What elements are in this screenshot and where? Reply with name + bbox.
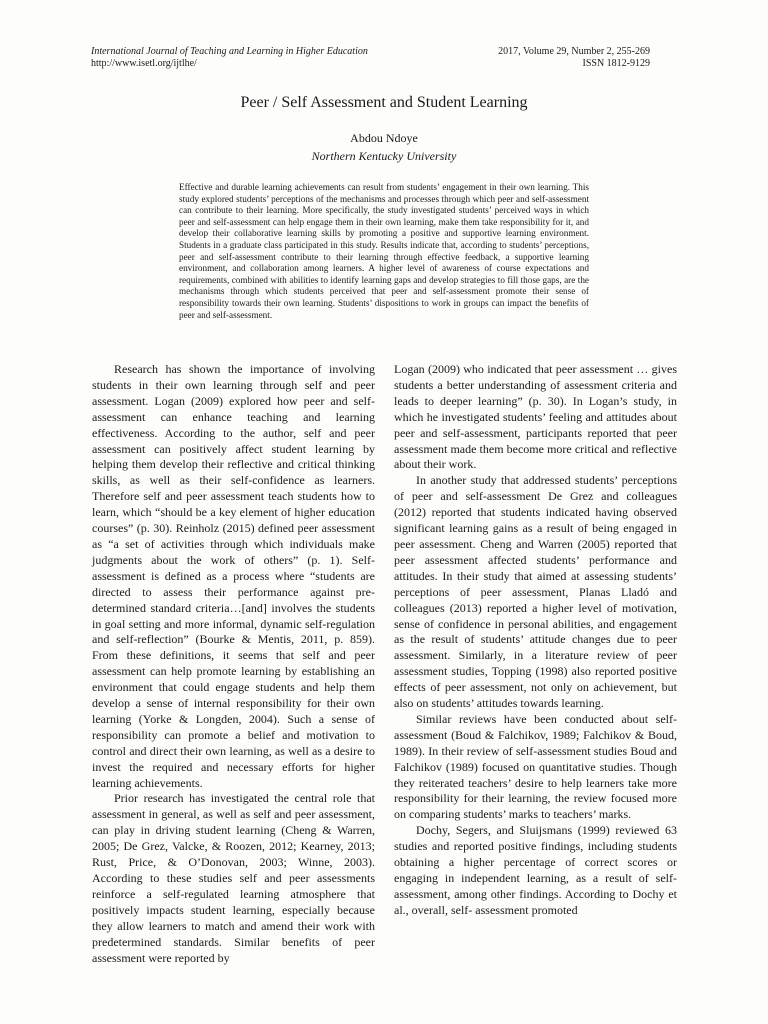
running-header-left (91, 46, 368, 70)
paragraph: Dochy, Segers, and Sluijsmans (1999) reviewed 63 studies and reported positive findings, including students obtaining a higher percentage of correct scores or engaging in independent learning, as a result of self-assessment, among other findings. According to Dochy et al., overall, self- assessment promoted (394, 823, 677, 917)
abstract: Effective and durable learning achievements can result from students’ engagement in their own learning. This study explored students’ perceptions of the mechanisms and processes through which peer and self-assessment can contribute to their learning. More specifically, the study investigated students’ perceived ways in which peer and self-assessment can help engage them in their own learning, make them take responsibility for it, and develop their collaborative learning skills by promoting a positive and supportive learning environment. Students in a graduate class participated in this study. Results indicate that, according to students’ perceptions, peer and self-assessment contribute to their learning through effective feedback, a supportive learning environment, and collaboration among learners. A higher level of awareness of course expectations and requirements, combined with abilities to identify learning gaps and develop strategies to fill those gaps, are the mechanisms through which students perceived that peer and self-assessment promote their sense of responsibility towards their own learning. Students’ dispositions to work in groups can impact the benefits of peer and self-assessment. (179, 182, 589, 320)
paragraph: Prior research has investigated the central role that assessment in general, as well as self and peer assessment, can play in driving student learning (Cheng & Warren, 2005; De Grez, Valcke, & Roozen, 2012; Kearney, 2013; Rust, Price, & O’Donovan, 2003; Winne, 2003). According to these studies self and peer assessments reinforce a self-regulated learning atmosphere that positively impacts student learning, especially because they allow learners to match and amend their work with predetermined standards. Similar benefits of peer assessment were reported by (92, 791, 375, 965)
volume-info: 2017, Volume 29, Number 2, 255-269 (498, 46, 650, 57)
body-column-right (394, 362, 677, 919)
paragraph: Logan (2009) who indicated that peer assessment … gives students a better understanding of assessment criteria and leads to deeper learning” (p. 30). In Logan’s study, in which he investigated students’ feeling and attitudes about peer and self-assessment, participants reported that peer assessment made them become more critical and reflective about their work. (394, 362, 677, 472)
paragraph: Research has shown the importance of involving students in their own learning through self and peer assessment. Logan (2009) explored how peer and self-assessment can enhance teaching and learning effectiveness. According to the author, self and peer assessment can positively affect student learning by helping them develop their reflective and critical thinking skills, as well as their self-confidence as learners. Therefore self and peer assessment teach students how to learn, which “should be a key element of higher education courses” (p. 30). Reinholz (2015) defined peer assessment as “a set of activities through which individuals make judgments about the work of others” (p. 1). Self-assessment is defined as a process where “students are directed to assess their performance against pre-determined standard criteria…[and] involves the students in goal setting and more informal, dynamic self-regulation and self-reflection” (Bourke & Mentis, 2011, p. 859). From these definitions, it seems that self and peer assessment can help promote learning by establishing an environment that could engage students and help them develop a sense of internal responsibility for their own learning (Yorke & Longden, 2004). Such a sense of responsibility can promote a belief and motivation to control and direct their own learning, as well as a desire to invest the required and necessary efforts for higher learning achievements. (92, 362, 375, 790)
body-column-left (92, 362, 375, 966)
running-header-right (498, 46, 650, 70)
journal-name: International Journal of Teaching and Learning in Higher Education (91, 46, 368, 57)
author-name: Abdou Ndoye (350, 131, 418, 145)
paragraph: In another study that addressed students’ perceptions of peer and self-assessment De Grez and colleagues (2012) reported that students indicated having observed significant learning gains as a result of being engaged in peer assessment. Cheng and Warren (2005) reported that peer assessment affected students’ performance and attitudes. In their study that aimed at assessing students’ perceptions of peer assessment, Planas Lladó and colleagues (2013) reported a higher level of motivation, sense of confidence in personal abilities, and engagement as the result of students’ attitude changes due to peer assessment. Similarly, in a literature review of peer assessment studies, Topping (1998) also reported positive effects of peer assessment, not only on achievement, but also on students’ attitudes towards learning. (394, 473, 677, 711)
journal-url: http://www.isetl.org/ijtlhe/ (91, 58, 197, 69)
paper-title: Peer / Self Assessment and Student Learning (240, 94, 528, 111)
paragraph: Similar reviews have been conducted about self-assessment (Boud & Falchikov, 1989; Falchikov & Boud, 1989). In their review of self-assessment studies Boud and Falchikov (1989) focused on quantitative studies. Though they reiterated teachers’ desire to help learners take more responsibility for their learning, the review focused more on comparing students’ marks to teachers’ marks. (394, 711, 677, 822)
issn: ISSN 1812-9129 (582, 58, 650, 69)
author-affiliation: Northern Kentucky University (311, 149, 457, 163)
